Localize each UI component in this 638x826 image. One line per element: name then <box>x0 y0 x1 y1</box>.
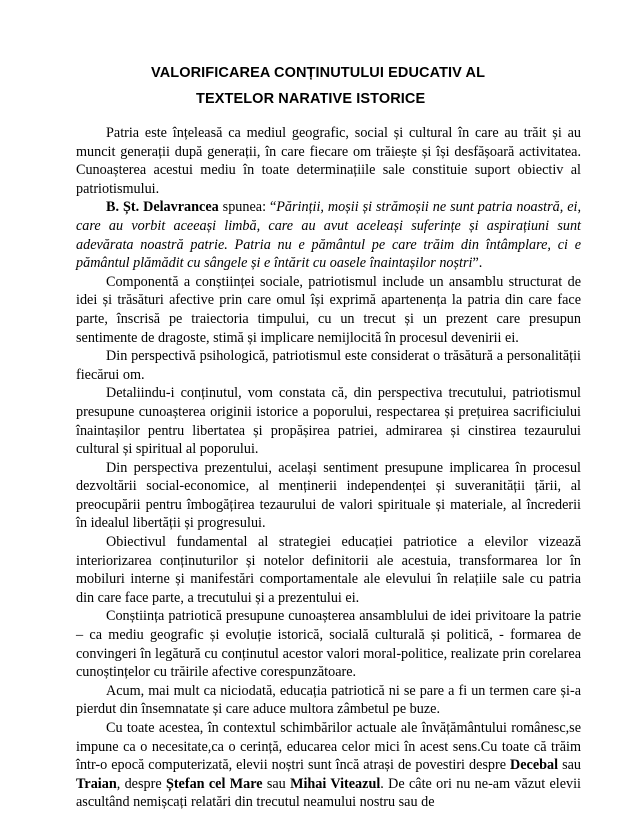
title-line-1: VALORIFICAREA CONȚINUTULUI EDUCATIV AL <box>151 65 486 81</box>
paragraph-9: Acum, mai mult ca niciodată, educația patriotică ni se pare a fi un termen care și-a pierdut din însemnatate și care aduce multora zâmbetul pe buze. <box>76 682 581 718</box>
page-title <box>76 60 581 112</box>
separator-3: sau <box>262 775 291 792</box>
title-line-2: TEXTELOR NARATIVE ISTORICE <box>196 91 426 107</box>
name-stefan-cel-mare: Ștefan cel Mare <box>165 775 263 792</box>
paragraph-10-text-2: . De câte ori nu ne-am văzut elevii ascultând nemișcați relatări din trecutul neamului nostru sau de <box>76 775 581 811</box>
paragraph-6: Din perspectiva prezentului, același sentiment presupune implicarea în procesul dezvoltării social-economice, al menținerii independenței și suveranității țării, al preocupării pentru îmbogățirea tezaurului de valori spirituale și materiale, al încrederii în idealul libertății și progresului. <box>76 459 581 532</box>
paragraph-10 <box>76 719 581 812</box>
document-body <box>76 124 581 812</box>
paragraph-7: Obiectivul fundamental al strategiei educației patriotice a elevilor vizează interiorizarea conținuturilor și notelor definitorii ale acestuia, transformarea lor în mobiluri interne și manifestări comportamentale ale elevului în relațiile sale cu patria din care face parte, a trecutului și a prezentului ei. <box>76 534 581 606</box>
name-traian: Traian <box>76 775 117 792</box>
paragraph-10-text-1: Cu toate acestea, în contextul schimbărilor actuale ale învățământului românesc,se impune ca o necesitate,ca o cerință, educarea celor mici în acest sens.Cu toate că trăim într-o epocă computerizată, elevii noștri sunt încă atrași de povestiri despre <box>76 720 581 774</box>
paragraph-8: Conștiința patriotică presupune cunoașterea ansamblului de idei privitoare la patrie – ca mediu geografic și evoluție istorică, socială culturală și politică, - formarea de convingeri în legătură cu conținutul acestor valori moral-politice, realizate prin corelarea cunoștințelor cu trăirile afective corespunzătoare. <box>76 608 581 681</box>
paragraph-3: Componentă a conștiinței sociale, patriotismul include un ansamblu structurat de idei și trăsături afective prin care omul își exprimă apartenența la patria din care face parte, înscrisă pe traiectoria timpului, cu un trecut și un prezent care presupun sentimente de dragoste, stimă și implicare nemijlocită în procesul devenirii ei. <box>76 273 581 346</box>
quote-text: Părinții, moșii și strămoșii ne sunt patria noastră, ei, care au vorbit aceeași limbă, care au avut aceleași suferințe și aspirațiuni sunt adevărata noastră patrie. Patria nu e pământul pe care trăim din întâmplare, ci e pământul plămădit cu sângele și e întărit cu oasele înaintașilor noștri <box>76 199 581 272</box>
separator-2: , despre <box>116 775 166 792</box>
quote-tail: ”. <box>472 255 483 272</box>
paragraph-1: Patria este înțeleasă ca mediul geografic, social și cultural în care au trăit și au muncit generații după generații, în care fiecare om trăiește și își desfășoară activitatea. Cunoașterea acestui mediu în toate determinațiile sale constituie suport obiectiv al patriotismului. <box>76 125 581 197</box>
paragraph-4: Din perspectivă psihologică, patriotismul este considerat o trăsătură a personalității fiecărui om. <box>76 348 581 383</box>
paragraph-5: Detaliindu-i conținutul, vom constata că, din perspectiva trecutului, patriotismul presupune cunoașterea originii istorice a poporului, respectarea și prețuirea sacrificiului înaintașilor pentru libertatea și propășirea patriei, admirarea și cinstirea tezaurului cultural și spiritual al poporului. <box>76 385 581 458</box>
author-name: B. Șt. Delavrancea <box>106 199 219 216</box>
name-mihai-viteazul: Mihai Viteazul <box>290 775 381 792</box>
paragraph-2 <box>76 198 581 272</box>
quote-lead: spunea: “ <box>218 199 277 216</box>
separator-1: sau <box>558 757 581 774</box>
name-decebal: Decebal <box>510 757 559 774</box>
